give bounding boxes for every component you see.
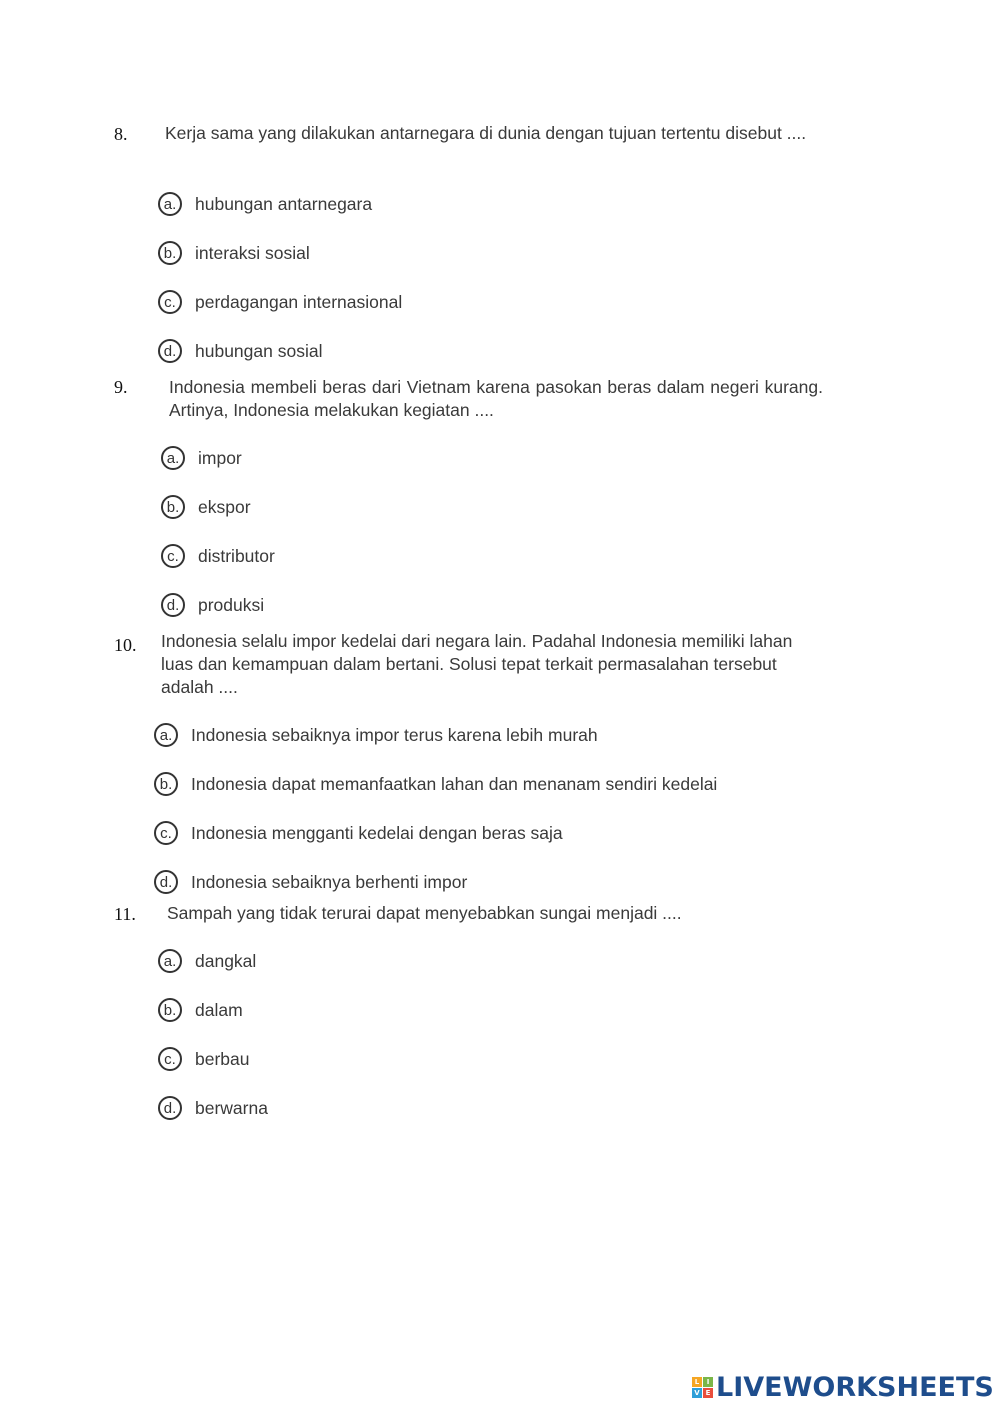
question-number: 10. — [114, 635, 137, 655]
logo-text: LIVEWORKSHEETS — [716, 1372, 994, 1403]
logo-tile: V — [692, 1388, 702, 1398]
question-text: Indonesia selalu impor kedelai dari negara lain. Padahal Indonesia memiliki lahan luas dan kemampuan dalam bertani. Solusi tepat terkait permasalahan tersebut adalah .... — [161, 631, 793, 697]
option-letter-circle: a. — [158, 949, 182, 973]
option-c[interactable] — [158, 289, 402, 315]
option-letter-circle: b. — [158, 998, 182, 1022]
option-letter-circle: b. — [158, 241, 182, 265]
option-letter-circle: c. — [158, 1047, 182, 1071]
option-text: berwarna — [195, 1097, 268, 1118]
option-d[interactable] — [161, 592, 264, 618]
option-text: perdagangan internasional — [195, 291, 403, 312]
question-number: 8. — [114, 124, 128, 144]
option-b[interactable] — [154, 771, 717, 797]
option-a[interactable] — [161, 445, 242, 471]
option-b[interactable] — [161, 494, 251, 520]
option-c[interactable] — [161, 543, 275, 569]
option-c[interactable] — [158, 1046, 250, 1072]
option-letter-circle: d. — [154, 870, 178, 894]
option-letter-circle: c. — [154, 821, 178, 845]
option-text: hubungan sosial — [195, 340, 323, 361]
option-text: Indonesia mengganti kedelai dengan beras saja — [191, 822, 563, 843]
option-text: ekspor — [198, 496, 251, 517]
option-text: berbau — [195, 1048, 250, 1069]
question-number: 11. — [114, 904, 136, 924]
option-letter-circle: c. — [158, 290, 182, 314]
option-text: interaksi sosial — [195, 242, 310, 263]
option-text: produksi — [198, 594, 265, 615]
option-a[interactable] — [158, 948, 256, 974]
option-letter-circle: a. — [154, 723, 178, 747]
option-letter-circle: c. — [161, 544, 185, 568]
option-a[interactable] — [154, 722, 598, 748]
option-b[interactable] — [158, 997, 243, 1023]
option-text: hubungan antarnegara — [195, 193, 373, 214]
question-number: 9. — [114, 377, 128, 397]
option-text: Indonesia sebaiknya impor terus karena lebih murah — [191, 724, 598, 745]
question-text: Kerja sama yang dilakukan antarnegara di dunia dengan tujuan tertentu disebut .... — [165, 123, 807, 143]
question-text: Indonesia membeli beras dari Vietnam karena pasokan beras dalam negeri kurang. Artinya, Indonesia melakukan kegiatan .... — [169, 377, 823, 420]
option-letter-circle: a. — [161, 446, 185, 470]
option-text: dalam — [195, 999, 243, 1020]
option-letter-circle: d. — [158, 1096, 182, 1120]
option-d[interactable] — [158, 1095, 268, 1121]
option-text: dangkal — [195, 950, 257, 971]
option-c[interactable] — [154, 820, 563, 846]
option-letter-circle: d. — [161, 593, 185, 617]
logo-tile: E — [703, 1388, 713, 1398]
option-text: Indonesia dapat memanfaatkan lahan dan menanam sendiri kedelai — [191, 773, 718, 794]
option-text: impor — [198, 447, 242, 468]
option-d[interactable] — [154, 869, 467, 895]
option-letter-circle: d. — [158, 339, 182, 363]
question-text: Sampah yang tidak terurai dapat menyebabkan sungai menjadi .... — [167, 903, 682, 923]
option-text: Indonesia sebaiknya berhenti impor — [191, 871, 468, 892]
option-letter-circle: a. — [158, 192, 182, 216]
option-a[interactable] — [158, 191, 372, 217]
logo-tile: L — [692, 1377, 702, 1387]
option-text: distributor — [198, 545, 275, 566]
logo-mark-icon — [692, 1377, 713, 1398]
option-d[interactable] — [158, 338, 322, 364]
liveworksheets-logo[interactable] — [692, 1372, 994, 1403]
logo-tile: I — [703, 1377, 713, 1387]
option-letter-circle: b. — [154, 772, 178, 796]
option-letter-circle: b. — [161, 495, 185, 519]
option-b[interactable] — [158, 240, 310, 266]
